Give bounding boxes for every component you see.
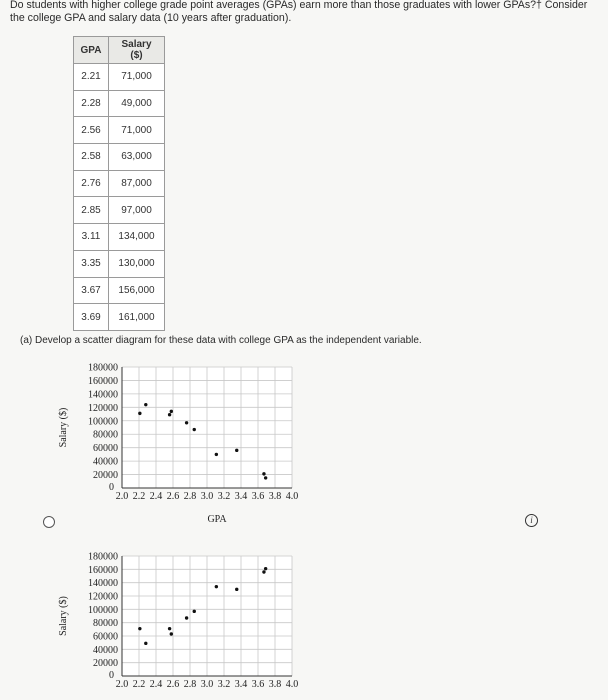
y-tick-label: 100000: [88, 416, 118, 428]
y-tick-label: 160000: [88, 564, 118, 576]
data-point: [185, 421, 188, 424]
data-point: [170, 632, 173, 635]
y-tick-label: 140000: [88, 578, 118, 590]
y-tick-label: 80000: [93, 429, 118, 441]
y-tick-label: 100000: [88, 604, 118, 616]
x-tick-label: 3.4: [234, 491, 248, 502]
salary-cell: 97,000: [109, 197, 165, 224]
x-tick-label: 2.8: [183, 491, 197, 502]
gpa-cell: 3.35: [74, 250, 109, 277]
y-tick-label: 20000: [93, 658, 118, 670]
x-tick-label: 3.6: [251, 491, 265, 502]
data-point: [185, 616, 188, 619]
x-tick-label: 3.8: [268, 679, 282, 690]
x-tick-label: 2.0: [115, 679, 129, 690]
y-tick-label: 120000: [88, 402, 118, 414]
data-point: [138, 627, 141, 630]
y-axis-title: Salary ($): [58, 596, 69, 636]
y-tick-label: 60000: [93, 631, 118, 643]
x-tick-label: 3.4: [234, 679, 248, 690]
salary-cell: 87,000: [109, 170, 165, 197]
y-tick-label: 40000: [93, 644, 118, 656]
y-tick-label: 40000: [93, 456, 118, 468]
data-point: [193, 610, 196, 613]
data-point: [264, 476, 267, 479]
data-point: [168, 413, 171, 416]
scatter-chart-option-2: [58, 552, 298, 691]
x-tick-label: 2.4: [149, 491, 163, 502]
data-point: [144, 642, 147, 645]
y-tick-label: 180000: [88, 362, 118, 374]
data-point: [264, 567, 267, 570]
y-tick-label: 20000: [93, 470, 118, 482]
y-tick-label: 80000: [93, 618, 118, 630]
x-tick-label: 3.0: [200, 491, 214, 502]
x-tick-label: 2.4: [149, 679, 163, 690]
y-tick-label: 120000: [88, 591, 118, 603]
data-point: [215, 453, 218, 456]
part-a-prompt: (a) Develop a scatter diagram for these data with college GPA as the independent variable.: [20, 335, 422, 346]
salary-cell: 130,000: [109, 250, 165, 277]
data-point: [168, 627, 171, 630]
y-tick-label: 0: [109, 670, 114, 681]
scatter-chart-option-1: [58, 363, 298, 526]
gpa-cell: 2.56: [74, 117, 109, 144]
x-tick-label: 3.6: [251, 679, 265, 690]
x-tick-label: 2.6: [166, 679, 180, 690]
x-tick-label: 2.6: [166, 491, 180, 502]
x-tick-label: 4.0: [285, 491, 299, 502]
x-tick-label: 3.2: [217, 491, 231, 502]
data-point: [262, 570, 265, 573]
header-gpa: GPA: [74, 37, 109, 64]
data-point: [170, 410, 173, 413]
y-tick-label: 0: [109, 482, 114, 493]
x-tick-label: 2.0: [115, 491, 129, 502]
data-point: [235, 588, 238, 591]
y-tick-label: 160000: [88, 375, 118, 387]
info-icon[interactable]: i: [525, 514, 538, 527]
gpa-cell: 3.67: [74, 277, 109, 304]
salary-cell: 156,000: [109, 277, 165, 304]
y-tick-label: 60000: [93, 443, 118, 455]
y-tick-label: 140000: [88, 389, 118, 401]
question-text: Do students with higher college grade point averages (GPAs) earn more than those graduates with lower GPAs?† Consider the college GPA and salary data (10 years after graduation).: [10, 0, 588, 24]
x-tick-label: 3.8: [268, 491, 282, 502]
salary-cell: 161,000: [109, 304, 165, 331]
x-tick-label: 2.8: [183, 679, 197, 690]
salary-cell: 71,000: [109, 64, 165, 91]
x-tick-label: 3.0: [200, 679, 214, 690]
data-point: [144, 403, 147, 406]
x-axis-title: GPA: [207, 514, 227, 525]
data-point: [193, 428, 196, 431]
x-tick-label: 2.2: [132, 679, 146, 690]
data-point: [138, 412, 141, 415]
gpa-cell: 2.58: [74, 144, 109, 171]
header-salary: Salary ($): [109, 37, 165, 64]
x-tick-label: 3.2: [217, 679, 231, 690]
salary-cell: 49,000: [109, 90, 165, 117]
salary-cell: 63,000: [109, 144, 165, 171]
answer-option-radio[interactable]: [43, 516, 55, 528]
gpa-cell: 2.28: [74, 90, 109, 117]
data-point: [235, 449, 238, 452]
gpa-cell: 2.76: [74, 170, 109, 197]
gpa-cell: 2.85: [74, 197, 109, 224]
gpa-cell: 2.21: [74, 64, 109, 91]
data-point: [262, 472, 265, 475]
salary-cell: 134,000: [109, 224, 165, 251]
salary-cell: 71,000: [109, 117, 165, 144]
gpa-cell: 3.69: [74, 304, 109, 331]
x-tick-label: 2.2: [132, 491, 146, 502]
data-point: [215, 585, 218, 588]
gpa-cell: 3.11: [74, 224, 109, 251]
y-tick-label: 180000: [88, 551, 118, 563]
y-axis-title: Salary ($): [58, 407, 69, 448]
x-tick-label: 4.0: [285, 679, 299, 690]
